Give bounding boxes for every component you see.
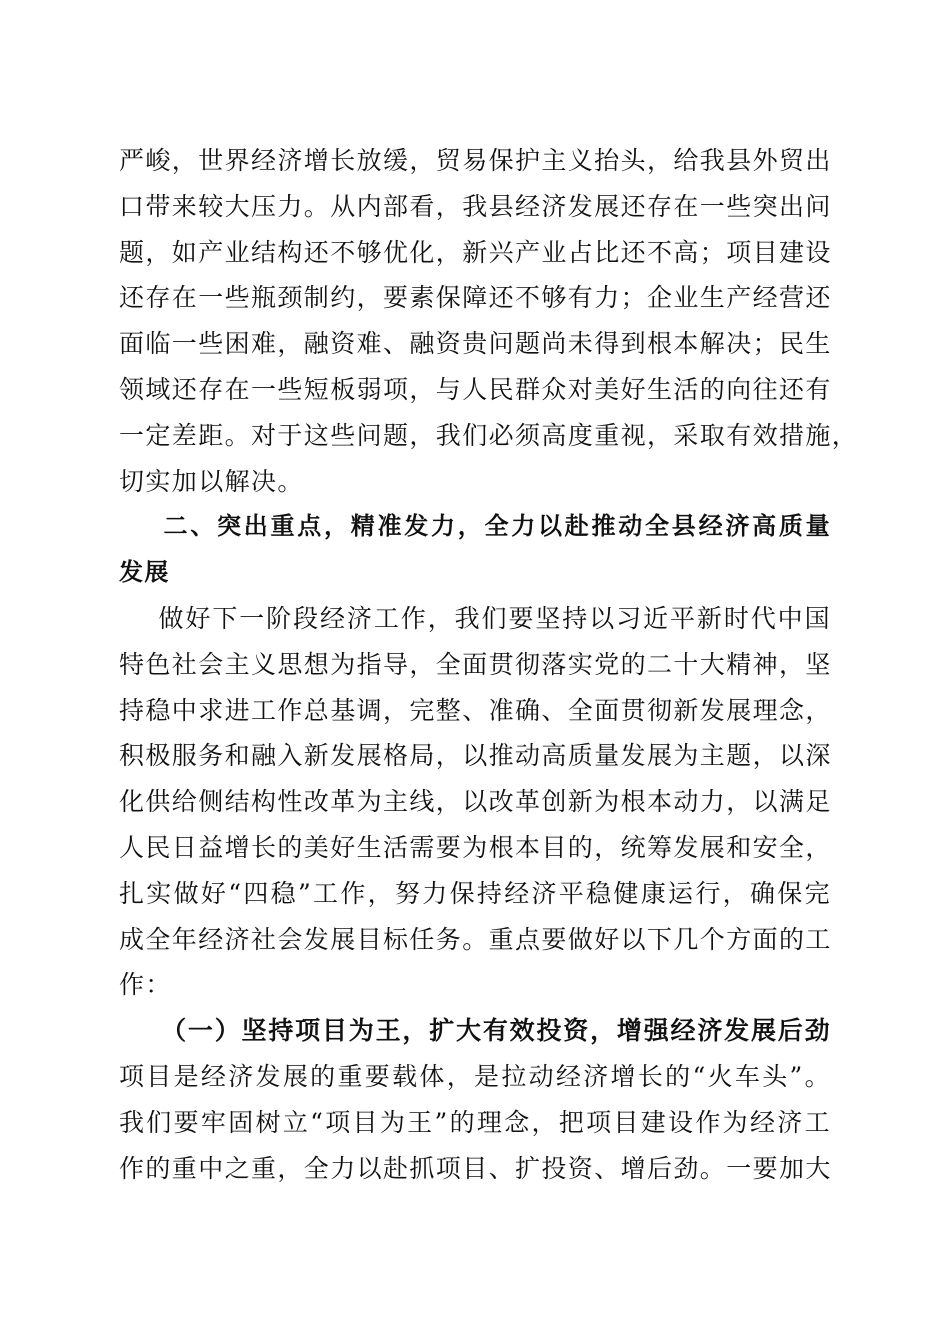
text-line: 题，如产业结构还不够优化，新兴产业占比还不高；项目建设 bbox=[119, 237, 832, 267]
text-line: 积极服务和融入新发展格局，以推动高质量发展为主题，以深 bbox=[119, 741, 832, 771]
text-line: 项目是经济发展的重要载体，是拉动经济增长的“火车头”。 bbox=[119, 1061, 831, 1091]
text-line: 严峻，世界经济增长放缓，贸易保护主义抬头，给我县外贸出 bbox=[119, 146, 832, 175]
subheading-line: （一）坚持项目为王，扩大有效投资，增强经济发展后劲 bbox=[119, 1016, 831, 1046]
body-paragraph bbox=[119, 138, 859, 504]
text-line: 切实加以解决。 bbox=[119, 466, 304, 496]
text-line: 扎实做好“四稳”工作，努力保持经济平稳健康运行，确保完 bbox=[119, 878, 831, 908]
text-line: 特色社会主义思想为指导，全面贯彻落实党的二十大精神，坚 bbox=[119, 649, 832, 679]
heading-line: 发展 bbox=[119, 558, 170, 587]
text-line: 领域还存在一些短板弱项，与人民群众对美好生活的向往还有 bbox=[119, 374, 832, 404]
text-line: 做好下一阶段经济工作，我们要坚持以习近平新时代中国 bbox=[119, 603, 831, 633]
text-line: 化供给侧结构性改革为主线，以改革创新为根本动力，以满足 bbox=[119, 787, 832, 817]
subsection-heading bbox=[119, 1008, 831, 1054]
text-line: 一定差距。对于这些问题，我们必须高度重视，采取有效措施， bbox=[119, 420, 859, 450]
body-paragraph bbox=[119, 596, 831, 1008]
text-line: 作： bbox=[119, 970, 172, 1000]
text-line: 人民日益增长的美好生活需要为根本目的，统筹发展和安全， bbox=[119, 832, 832, 862]
text-line: 作的重中之重，全力以赴抓项目、扩投资、增后劲。一要加大 bbox=[119, 1153, 832, 1183]
heading-line: 二、突出重点，精准发力，全力以赴推动全县经济高质量 bbox=[119, 512, 831, 541]
text-line: 还存在一些瓶颈制约，要素保障还不够有力；企业生产经营还 bbox=[119, 283, 832, 313]
text-line: 我们要牢固树立“项目为王”的理念，把项目建设作为经济工 bbox=[119, 1107, 831, 1137]
document-body bbox=[119, 138, 859, 1191]
text-line: 持稳中求进工作总基调，完整、准确、全面贯彻新发展理念， bbox=[119, 695, 832, 725]
body-paragraph bbox=[119, 1054, 831, 1191]
text-line: 面临一些困难，融资难、融资贵问题尚未得到根本解决；民生 bbox=[119, 329, 832, 359]
text-line: 成全年经济社会发展目标任务。重点要做好以下几个方面的工 bbox=[119, 924, 832, 954]
text-line: 口带来较大压力。从内部看，我县经济发展还存在一些突出问 bbox=[119, 191, 832, 221]
section-heading bbox=[119, 504, 831, 596]
